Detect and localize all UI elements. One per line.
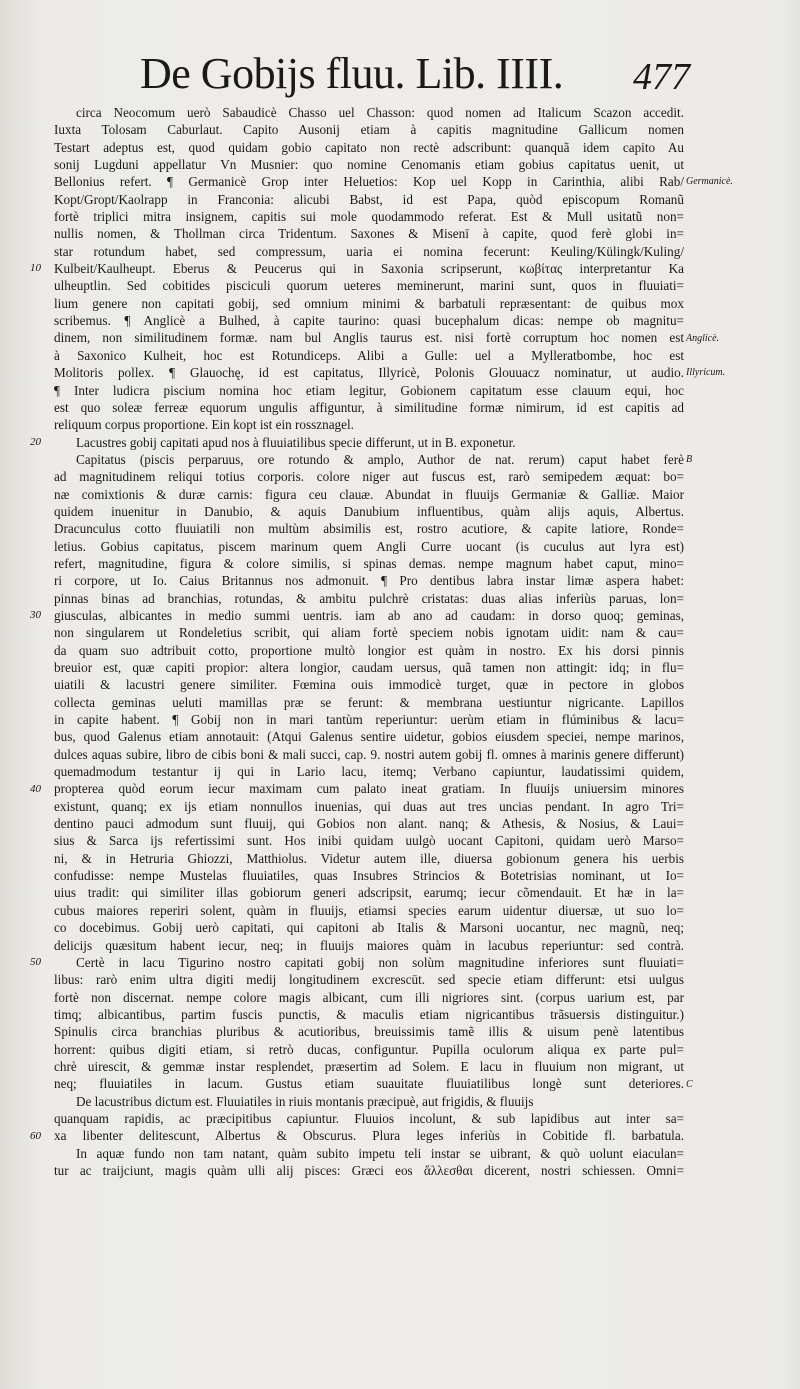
text-line: reliquum corpus proportione. Ein kopt ist ein rossznagel.: [54, 417, 354, 433]
text-line: Lacustres gobij capitati apud nos à fluuiatilibus specie differunt, ut in B. exponetur.: [76, 434, 516, 450]
text-line: in capite habent. ¶ Gobij non in mari tantùm reperiuntur: uerùm etiam in flúminibus & lacu=: [54, 712, 684, 728]
text-line: De lacustribus dictum est. Fluuiatiles in riuis montanis præcipuè, aut frigidis, & fluuijs: [76, 1093, 534, 1109]
text-line: dentino pauci admodum sunt fluuij, qui Gobios non alant. nanq; & Athesis, & Nosius, & Laui=: [54, 816, 684, 832]
folio-number: 477: [633, 56, 690, 98]
text-line: lium genere non capitati gobij, sed omnium minimi & barbatuli repræsentant: de quibus mox: [54, 295, 684, 311]
text-line: ri corpore, ut Io. Caius Britannus nos admonuit. ¶ Pro dentibus labra instar limæ aspera habet:: [54, 573, 684, 589]
text-line: circa Neocomum uerò Sabaudicè Chasso uel Chasson: quod nomen ad Italicum Scazon accedit.: [76, 105, 684, 120]
text-line: Kopt/Gropt/Kaolrapp in Franconia: alicubi Babst, id est Papa, quòd episcopum Romanũ: [54, 191, 684, 207]
text-line: tur ac traijciunt, magis quàm ulli alij pisces: Græci eos ἄλλεσθαι dicerent, nostri schiessen. Omni=: [54, 1162, 684, 1178]
text-line: timq; albicantibus, partim fuscis punctis, & maculis etiam nigricantibus trãsuersis distinguitur.): [54, 1006, 684, 1022]
text-line: ad magnitudinem reliqui totius corporis. colore niger aut fuscus est, rarò semipedem æquat: bo=: [54, 469, 684, 485]
text-line: sonij Lugduni appellatur Vn Musnier: quo nomine Cenomanis etiam gobius capitatus uenit, ut: [54, 157, 684, 173]
page-header: [140, 44, 690, 104]
text-line: chrè uirescit, & gemmæ instar resplendet, præsertim ad Solem. E lacu in fluuium non migrant, ut: [54, 1058, 684, 1074]
text-line: uiatili & lacustri genere similiter. Fœmina ouis immodicè turget, quæ in pectore in globos: [54, 677, 684, 693]
text-line: Bellonius refert. ¶ Germanicè Grop inter Heluetios: Kop uel Kopp in Carinthia, alibi Rab/: [54, 174, 684, 190]
text-line: dulces aquas subire, libro de cibis boni & mali succi, cap. 9. nostri autem gobij fl. omnes à marinis genere differunt): [54, 746, 684, 762]
text-line: uius tradit: qui similiter illas gobiorum generi adscripsit, earumq; iecur cõmendauit. Et hæ in la=: [54, 885, 684, 901]
text-line: co docebimus. Gobij uerò capitati, qui capitoni ab Italis & Marsoni uocantur, nec magnũ, neq;: [54, 920, 684, 936]
text-line: Molitoris pollex. ¶ Glauochę, id est capitatus, Illyricè, Polonis Glouuacz nominatur, ut audio.: [54, 365, 684, 381]
text-line: bus, quod Galenus etiam annotauit: (Atqui Galenus sentire uidetur, gobios eiusdem speciei, nempe marinos,: [54, 729, 684, 745]
text-line: sius & Sarca ijs refertissimi sunt. Hos inibi quidam uulgò uocant Capitoni, quidam uerò Marso=: [54, 833, 684, 849]
text-line: collecta geminas ueluti mamillas præ se ferunt: & membrana uestiuntur nigricante. Lapillos: [54, 694, 684, 710]
text-line: horrent: quibus digiti etiam, si retrò ducas, configuntur. Pupilla oculorum aliqua ex parte pul=: [54, 1041, 684, 1057]
text-line: Iuxta Tolosam Caburlaut. Capito Ausonij etiam à capitis magnitudine Gallicum nomen: [54, 122, 684, 138]
text-line: delicijs quæsitum habent iecur, neq; in fluuijs maiores quàm in lacubus reperiuntur: sed contrà.: [54, 937, 684, 953]
text-line: xa libenter delitescunt, Albertus & Obscurus. Plura leges inferiùs in Cobitide fl. barbatula.: [54, 1128, 684, 1144]
text-line: ulheuptlin. Sed cobitides pisciculi quorum ueteres meminerunt, marini sunt, quos in fluuiati=: [54, 278, 684, 294]
text-line: ¶ Inter ludicra piscium nomina hoc etiam legitur, Gobionem capitatum esse clauum equi, hoc: [54, 382, 684, 398]
text-line: pinnas binas ad branchias, rotundas, & ambitu pulchrè cristatas: duas alias inferiùs paruas, lon=: [54, 590, 684, 606]
text-line: quanquam rapidis, ac præcipitibus capiuntur. Fluuios incolunt, & sub lapidibus aut inter sa=: [54, 1110, 684, 1126]
text-line: fortè non discernat. nempe colore magis albicant, cum illi nigriores sint. (corpus uarium est, par: [54, 989, 684, 1005]
line-number: 60: [30, 1129, 41, 1142]
line-number: 40: [30, 782, 41, 795]
line-number: 10: [30, 262, 41, 275]
text-line: næ comixtionis & duræ carnis: figura ceu clauæ. Abundat in fluuijs Germaniæ & Galliæ. Maior: [54, 486, 684, 502]
blank-lower-margin: [0, 1180, 800, 1389]
text-line: à Saxonico Kulheit, hoc est Rotundiceps. Alibi a Gulle: uel a Mylleratbombe, hoc est: [54, 347, 684, 363]
text-line: dinem, non similitudinem formæ. nam bul Anglis taurus est. nisi fortè corruptum hoc nomen est: [54, 330, 684, 346]
text-line: neq; fluuiatiles in lacum. Gustus etiam suauitate fluuiatilibus longè sunt deteriores.: [54, 1076, 684, 1092]
text-line: Testart adeptus est, quod quidam gobio capitato non rectè adscribunt: quanquã idem capito Au: [54, 139, 684, 155]
text-line: quidem inuenitur in Danubio, & aquis Danubium influentibus, quàm alijs aquis, Albertus.: [54, 503, 684, 519]
marginal-note: Illyricum.: [686, 367, 726, 379]
text-line: giusculas, albicantes in medio summi uentris. iam ab ano ad caudam: in dorso quoq; geminas,: [54, 607, 684, 623]
text-line: confudisse: nempe Mustelas fluuiatiles, quas Insubres Strincios & Botetrisias nominant, ut Io=: [54, 868, 684, 884]
text-line: breuior est, quæ capiti propior: altera longior, caudam uersus, quã tamen non attingit: idq; in flu=: [54, 660, 684, 675]
text-line: propterea quòd eorum iecur maximam cum palato ineat gratiam. In fluuijs uniuersim minores: [54, 781, 684, 797]
line-number: 50: [30, 956, 41, 969]
text-line: Kulbeit/Kaulheupt. Eberus & Peucerus qui in Saxonia scripserunt, κωβίτας interpretantur Ka: [54, 261, 684, 277]
marginal-note: B: [686, 454, 693, 465]
marginal-note: Anglicè.: [686, 332, 720, 344]
text-line: scribemus. ¶ Anglicè a Bulhed, à capite taurino: quasi bucephalum dicas: nempe ob magnitu=: [54, 313, 684, 329]
text-line: est quo soleæ ferreæ equorum ungulis affiguntur, à similitudine formæ nimirum, id est capitis ad: [54, 399, 684, 415]
text-line: quemadmodum testantur ij qui in Lario lacu, itemq; Verbano capiuntur, laudatissimi quidem,: [54, 764, 684, 780]
text-line: non singularem ut Rondeletius scribit, qui aliam fortè speciem nobis ignotam uidit: nam & cau=: [54, 625, 684, 641]
text-line: Certè in lacu Tigurino nostro capitati gobij non solùm magnitudine inferiores sunt fluuiati=: [76, 954, 684, 970]
line-number: 30: [30, 609, 41, 622]
marginal-note: C: [686, 1078, 693, 1090]
text-line: cubus maiores reperiri solent, quàm in fluuijs, etiamsi species earum uidentur diuersæ, ut suo lo=: [54, 902, 684, 918]
line-number: 20: [30, 435, 41, 448]
running-title: De Gobijs fluu. Lib. IIII.: [140, 49, 564, 98]
text-line: In aquæ fundo non tam natant, quàm subito impetu teli instar se uibrant, & quò uolunt eiaculan=: [76, 1145, 684, 1161]
text-line: da quam suo adtribuit cotto, proportione multò longior est quàm in nostro. Ex his dorsi pinnis: [54, 642, 684, 658]
text-line: Capitatus (piscis perparuus, ore rotundo & amplo, Author de nat. rerum) caput habet ferè: [76, 451, 684, 467]
text-line: existunt, quanq; ex ijs etiam nonnullos inuenias, qui duas aut tres uncias pendant. In agro Tri=: [54, 798, 684, 814]
marginal-note: Germanicè.: [686, 176, 733, 188]
text-line: Spinulis circa branchias pluribus & acutioribus, breuissimis tamẽ illis & uisum penè latentibus: [54, 1024, 684, 1040]
text-line: star rotundum habet, sed compressum, uaria ei nomina fecerunt: Keuling/Külingk/Kuling/: [54, 243, 684, 259]
text-line: ni, & in Hetruria Ghiozzi, Matthiolus. Videtur autem ille, diuersa gobionum genera his uerbis: [54, 850, 684, 866]
text-line: nullis nomen, & Thollman circa Tridentum. Saxones & Misenī à capite, quod ferè globi in=: [54, 226, 684, 242]
text-line: Dracunculus cotto fluuiatili non multùm absimilis est, rostro acutiore, & capite latiore, Ronde=: [54, 521, 684, 537]
text-line: libus: rarò enim ultra digiti medij longitudinem excrescūt. sed specie etiam differunt: etsi uulgus: [54, 972, 684, 988]
body-text: [54, 104, 684, 1179]
text-line: fortè triplici mitra insignem, capitis sui mole quodammodo referat. Est & Mull usitatũ non=: [54, 209, 684, 225]
text-line: refert, magnitudine, figura & colore similis, si spinas demas. nempe magnum habet caput, mino=: [54, 555, 684, 571]
text-line: letius. Gobius capitatus, piscem marinum quem Angli Curre uocant (is cuculus aut lyra est): [54, 538, 684, 554]
